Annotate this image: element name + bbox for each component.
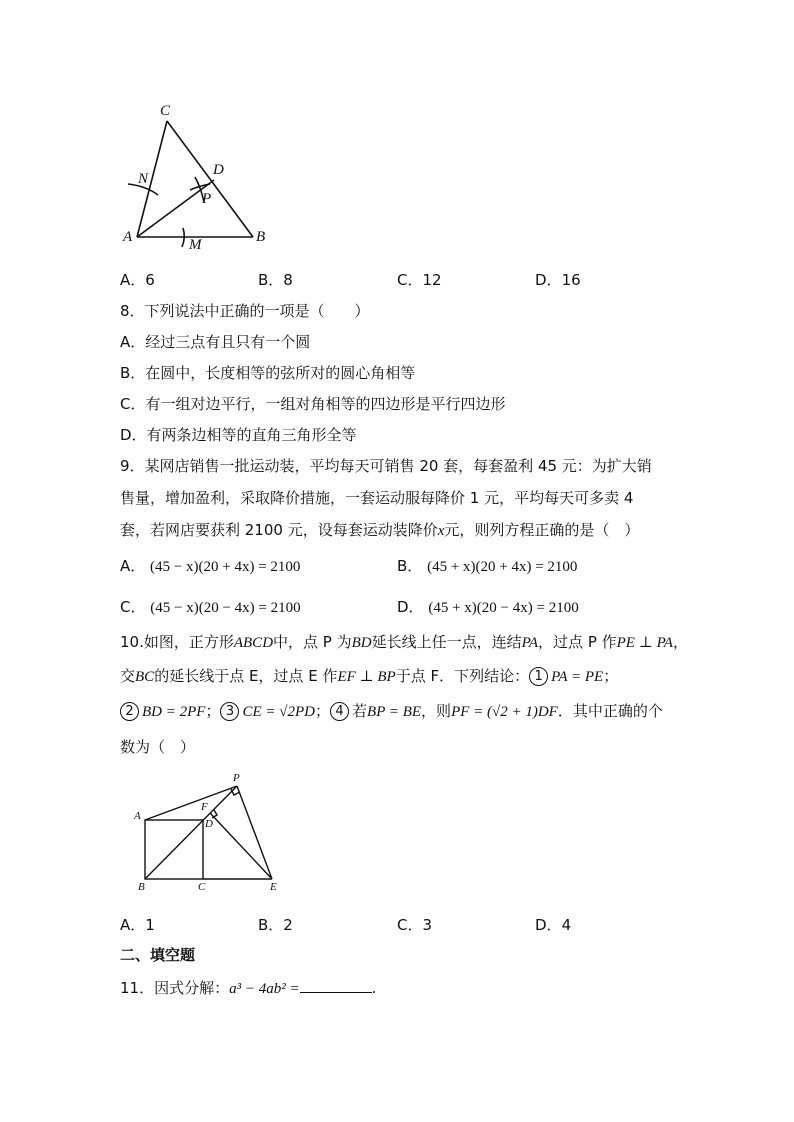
conclusion-2-marker: 2 — [120, 702, 139, 721]
q7-option-c[interactable]: C．12 — [397, 271, 442, 289]
q9-option-b[interactable]: B． (45 + x)(20 + 4x) = 2100 — [397, 557, 578, 575]
q8-option-a[interactable]: A．经过三点有且只有一个圆 — [120, 333, 311, 351]
label-m: M — [189, 237, 202, 253]
q7-option-a[interactable]: A．6 — [120, 271, 155, 289]
q11-stem: 11．因式分解：a³ − 4ab² = . — [120, 979, 377, 997]
fig2-label-e: E — [270, 881, 277, 893]
section-title-fill-blank: 二、填空题 — [120, 946, 196, 964]
conclusion-3-marker: 3 — [220, 702, 239, 721]
q11-answer-blank[interactable] — [300, 978, 372, 993]
line-bp — [145, 786, 237, 879]
q10-stem-line3: 2 BD = 2PF； 3 CE = √2PD； 4 若BP = BE，则PF = (√2 + 1)DF．其中正确的个 — [120, 701, 663, 722]
label-d: D — [213, 162, 224, 178]
q9-stem-line1: 9．某网店销售一批运动装，平均每天可销售 20 套，每套盈利 45 元：为扩大销 — [120, 457, 652, 475]
q9-option-d[interactable]: D． (45 + x)(20 − 4x) = 2100 — [397, 598, 579, 616]
fig2-label-a: A — [134, 810, 141, 822]
line-pe — [237, 786, 272, 879]
q10-stem-line4: 数为（ ） — [120, 738, 196, 756]
line-ap — [145, 786, 237, 820]
line-ef — [210, 813, 272, 879]
q8-stem: 8．下列说法中正确的一项是（ ） — [120, 302, 370, 320]
q7-option-d[interactable]: D．16 — [535, 271, 581, 289]
label-c: C — [160, 103, 171, 119]
conclusion-4-marker: 4 — [330, 702, 349, 721]
q10-option-a[interactable]: A．1 — [120, 916, 155, 934]
q10-option-d[interactable]: D．4 — [535, 916, 572, 934]
q7-option-b[interactable]: B．8 — [258, 271, 293, 289]
q8-option-b[interactable]: B．在圆中，长度相等的弦所对的圆心角相等 — [120, 364, 416, 382]
q8-option-c[interactable]: C．有一组对边平行，一组对角相等的四边形是平行四边形 — [120, 395, 506, 413]
q9-stem-line2: 售量，增加盈利，采取降价措施，一套运动服每降价 1 元，平均每天可多卖 4 — [120, 489, 634, 507]
conclusion-1-marker: 1 — [529, 667, 548, 686]
q10-stem-line2: 交BC的延长线于点 E，过点 E 作EF ⊥ BP于点 F．下列结论： 1 PA = PE； — [120, 667, 619, 685]
label-b: B — [256, 229, 266, 245]
q8-option-d[interactable]: D．有两条边相等的直角三角形全等 — [120, 426, 357, 444]
fig2-label-c: C — [198, 881, 206, 893]
label-n: N — [138, 171, 149, 187]
fig2-label-d: D — [205, 818, 213, 830]
q9-option-c[interactable]: C． (45 − x)(20 − 4x) = 2100 — [120, 598, 301, 616]
fig2-label-f: F — [201, 801, 208, 813]
q9-option-a[interactable]: A． (45 − x)(20 + 4x) = 2100 — [120, 557, 301, 575]
q10-option-c[interactable]: C．3 — [397, 916, 433, 934]
label-a: A — [123, 229, 133, 245]
q9-stem-line3: 套，若网店要获利 2100 元，设每套运动装降价x元，则列方程正确的是（ ） — [120, 521, 640, 539]
q10-option-b[interactable]: B．2 — [258, 916, 293, 934]
fig2-label-b: B — [138, 881, 145, 893]
fig2-label-p: P — [233, 772, 240, 784]
q10-stem-line1: 10.如图，正方形ABCD中，点 P 为BD延长线上任一点，连结PA，过点 P 作PE ⊥ PA， — [120, 633, 688, 651]
label-p: P — [202, 191, 212, 207]
